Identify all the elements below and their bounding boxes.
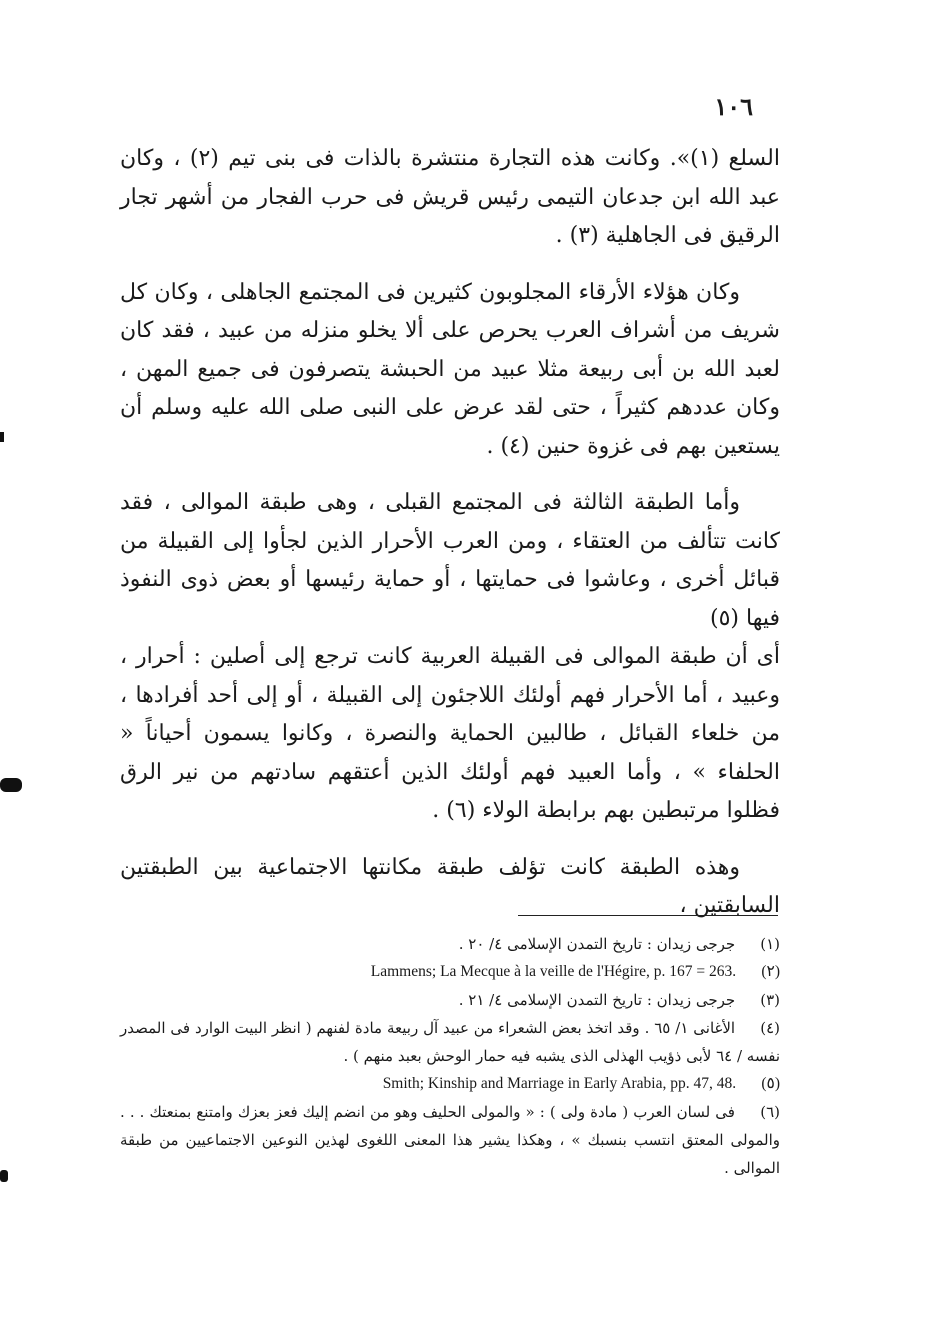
footnote-2 xyxy=(120,958,780,986)
page-number: ١٠٦ xyxy=(714,92,753,121)
footnote-number: (٦) xyxy=(760,1103,780,1121)
paragraph-1: السلع (١)». وكانت هذه التجارة منتشرة بالذات فى بنى تيم (٢) ، وكان عبد الله ابن جدعان التيمى رئيس قريش فى حرب الفجار من أشهر تجار الرقيق فى الجاهلية (٣) . xyxy=(120,146,780,248)
footnote-divider xyxy=(518,915,778,916)
footnote-4 xyxy=(120,1014,780,1070)
footnote-1 xyxy=(120,930,780,958)
paragraph-4: أى أن طبقة الموالى فى القبيلة العربية كانت ترجع إلى أصلين : أحرار ، وعبيد ، أما الأحرار فهم أولئك اللاجئون إلى القبيلة ، أو إلى أحد أفرادها ، من خلعاء القبائل ، طالبين الحماية والنصرة ، وكانوا يسمون أحياناً « الحلفاء » ، وأما العبيد فهم أولئك الذين أعتقهم سادتهم من نير الرق فظلوا مرتبطين بهم برابطة الولاء (٦) . xyxy=(120,644,780,823)
scan-margin-mark xyxy=(0,778,22,792)
footnote-number: (٥) xyxy=(761,1075,780,1092)
footnote-text: الأغانى ١/ ٦٥ . وقد اتخذ بعض الشعراء من عبيد آل ربيعة مادة لفنهم ( انظر البيت الوارد فى المصدر نفسه / ٦٤ لأبى ذؤيب الهذلى الذى يشبه فيه حمار الوحش بعبد منهم ) . xyxy=(120,1019,780,1065)
scan-margin-mark xyxy=(0,1170,8,1182)
footnote-text: Smith; Kinship and Marriage in Early Arabia, pp. 47, 48. xyxy=(382,1075,737,1092)
footnote-text: Lammens; La Mecque à la veille de l'Hégire, p. 167 = 263. xyxy=(370,963,737,980)
paragraph-3: وأما الطبقة الثالثة فى المجتمع القبلى ، وهى طبقة الموالى ، فقد كانت تتألف من العتقاء ، ومن العرب الأحرار الذين لجأوا إلى القبيلة من قبائل أخرى ، وعاشوا فى حمايتها ، أو حماية رئيسها أو بعض ذوى النفوذ فيها (٥) xyxy=(120,490,780,631)
scan-margin-mark xyxy=(0,432,4,442)
footnote-text: جرجى زيدان : تاريخ التمدن الإسلامى ٤/ ٢١ . xyxy=(458,991,736,1009)
paragraph-2: وكان هؤلاء الأرقاء المجلوبون كثيرين فى المجتمع الجاهلى ، وكان كل شريف من أشراف العرب يحرص على ألا يخلو منزله من عبيد ، فقد كان لعبد الله بن أبى ربيعة مثلا عبيد من الحبشة يتصرفون فى جميع المهن ، وكان عددهم كثيراً ، حتى لقد عرض على النبى صلى الله عليه وسلم أن يستعين بهم فى غزوة حنين (٤) . xyxy=(120,279,780,459)
footnote-number: (١) xyxy=(760,935,780,953)
paragraph-5: وهذه الطبقة كانت تؤلف طبقة مكانتها الاجتماعية بين الطبقتين السابقتين ، xyxy=(120,854,780,918)
footnote-6 xyxy=(120,1098,780,1182)
footnote-3 xyxy=(120,986,780,1014)
footnote-number: (٢) xyxy=(761,963,780,980)
footnotes xyxy=(120,930,780,1182)
body-text xyxy=(120,140,780,926)
footnote-text: فى لسان العرب ( مادة ولى ) : « والمولى الحليف وهو من انضم إليك فعز بعزك وامتنع بمنعتك . . . والمولى المعتق انتسب بنسبك » ، وهكذا يشير هذا المعنى اللغوى لهذين النوعين الاجتماعيين من طبقة الموالى . xyxy=(120,1103,780,1177)
footnote-number: (٤) xyxy=(760,1019,780,1037)
footnote-text: جرجى زيدان : تاريخ التمدن الإسلامى ٤/ ٢٠ . xyxy=(458,935,736,953)
footnote-5 xyxy=(120,1070,780,1098)
footnote-number: (٣) xyxy=(760,991,780,1009)
